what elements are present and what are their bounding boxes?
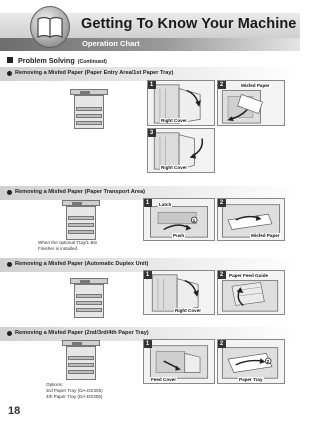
step-panel xyxy=(143,198,215,241)
step-label: Push xyxy=(173,233,185,238)
options-note: Options: 3rd Paper Tray (DA-DS305) 4th Paper Tray (DA-DS306) xyxy=(46,382,103,399)
bullet-icon xyxy=(7,331,12,336)
step-number: 1 xyxy=(143,270,152,279)
problem-solving-title: Problem Solving xyxy=(18,56,75,65)
bullet-icon xyxy=(7,71,12,76)
svg-text:2: 2 xyxy=(266,359,270,365)
step-label: Misfed Paper xyxy=(251,233,280,238)
page-number: 18 xyxy=(8,405,21,417)
step-label: Paper Tray xyxy=(239,377,263,382)
step-panel xyxy=(143,270,215,315)
step-panel xyxy=(217,80,285,126)
step-panel xyxy=(217,198,285,241)
bullet-icon xyxy=(7,262,12,267)
step-panel xyxy=(147,128,215,173)
copier-illustration xyxy=(70,278,108,318)
step-label: Right Cover xyxy=(161,118,188,123)
step-number: 2 xyxy=(217,270,226,279)
page-title: Getting To Know Your Machine xyxy=(81,16,297,32)
bullet-icon xyxy=(7,190,12,195)
step-number: 2 xyxy=(217,198,226,207)
section-title: Removing a Misfed Paper (Paper Entry Area/1st Paper Tray) xyxy=(7,70,173,76)
section-title: Removing a Misfed Paper (2nd/3rd/4th Paper Tray) xyxy=(7,330,149,336)
page-subtitle: Operation Chart xyxy=(82,39,140,48)
square-bullet-icon xyxy=(7,57,13,63)
step-number: 1 xyxy=(147,80,156,89)
step-number: 1 xyxy=(143,339,152,348)
step-number: 1 xyxy=(143,198,152,207)
copier-with-finisher-illustration xyxy=(62,200,100,240)
problem-solving-note: (Continued) xyxy=(77,59,107,65)
step-label: Misfed Paper xyxy=(241,83,270,88)
book-icon xyxy=(30,6,70,48)
step-number: 3 xyxy=(147,128,156,137)
step-panel xyxy=(217,339,285,384)
step-label: Right Cover xyxy=(175,308,202,313)
step-panel xyxy=(143,339,215,384)
step-label: Paper Feed Guide xyxy=(229,273,269,278)
step-number: 2 xyxy=(217,339,226,348)
copier-illustration xyxy=(70,89,108,129)
step-panel xyxy=(217,270,285,315)
step-panel xyxy=(147,80,215,126)
step-label: Latch xyxy=(159,202,172,207)
svg-text:1: 1 xyxy=(192,218,196,224)
step-number: 2 xyxy=(217,80,226,89)
step-label: Feed Cover xyxy=(151,377,177,382)
problem-solving-heading xyxy=(7,56,107,65)
finisher-note: When the optional Tray/1-Bin Finisher is installed. xyxy=(38,240,98,251)
section-title: Removing a Misfed Paper (Paper Transport Area) xyxy=(7,189,145,195)
step-label: Right Cover xyxy=(161,165,188,170)
copier-illustration xyxy=(62,340,100,380)
section-title: Removing a Misfed Paper (Automatic Duplex Unit) xyxy=(7,261,148,267)
